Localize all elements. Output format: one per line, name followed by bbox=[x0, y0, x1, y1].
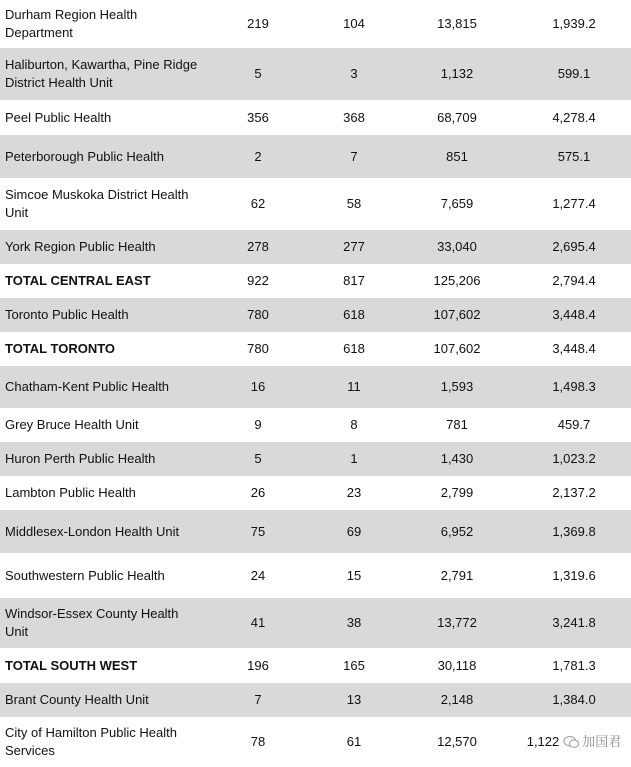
region-name-cell-text: Middlesex-London Health Unit bbox=[5, 523, 180, 539]
col1-cell bbox=[205, 717, 311, 767]
col3-cell-text: 2,799 bbox=[440, 485, 474, 500]
region-name-cell-text: Huron Perth Public Health bbox=[5, 451, 156, 466]
col2-cell-text: 368 bbox=[343, 109, 365, 125]
col1-cell-text: 2 bbox=[254, 148, 262, 164]
col2-cell bbox=[311, 298, 397, 332]
col3-cell-text: 12,570 bbox=[437, 734, 477, 749]
col4-cell bbox=[517, 598, 631, 648]
col4-cell bbox=[517, 178, 631, 230]
col2-cell bbox=[311, 178, 397, 230]
col3-cell bbox=[397, 553, 517, 598]
col4-cell bbox=[517, 230, 631, 264]
col1-cell bbox=[205, 476, 311, 510]
col3-cell bbox=[397, 230, 517, 264]
col4-cell-text: 1,498.3 bbox=[552, 379, 596, 394]
col4-cell-text: 2,695.4 bbox=[552, 239, 596, 254]
col2-cell-text: 817 bbox=[343, 273, 365, 288]
col2-cell bbox=[311, 648, 397, 683]
col3-cell bbox=[397, 48, 517, 100]
col1-cell bbox=[205, 408, 311, 442]
table-row bbox=[0, 0, 631, 48]
col3-cell-text: 107,602 bbox=[433, 341, 481, 356]
col1-cell-text: 196 bbox=[247, 657, 269, 673]
region-name-cell-text: Durham Region Health Department bbox=[5, 7, 138, 40]
col1-cell bbox=[205, 553, 311, 598]
table-row bbox=[0, 717, 631, 767]
col3-cell bbox=[397, 298, 517, 332]
col1-cell bbox=[205, 442, 311, 476]
col4-cell-text: 599.1 bbox=[557, 66, 591, 81]
table-row bbox=[0, 476, 631, 510]
col2-cell bbox=[311, 408, 397, 442]
region-name-cell-text: City of Hamilton Public Health Services bbox=[5, 725, 177, 758]
col3-cell bbox=[397, 476, 517, 510]
col1-cell bbox=[205, 230, 311, 264]
col2-cell-text: 1 bbox=[350, 451, 358, 466]
col3-cell bbox=[397, 648, 517, 683]
col2-cell bbox=[311, 717, 397, 767]
col1-cell bbox=[205, 683, 311, 717]
col2-cell-text: 23 bbox=[346, 485, 362, 500]
region-name-cell-text: York Region Public Health bbox=[5, 239, 156, 254]
col2-cell bbox=[311, 553, 397, 598]
region-name-cell bbox=[0, 178, 205, 230]
table-row bbox=[0, 135, 631, 178]
col2-cell bbox=[311, 510, 397, 553]
col4-cell bbox=[517, 408, 631, 442]
col1-cell-text: 41 bbox=[250, 615, 266, 630]
region-name-cell-text: Simcoe Muskoka District Health Unit bbox=[5, 187, 189, 220]
col2-cell bbox=[311, 135, 397, 178]
col3-cell bbox=[397, 135, 517, 178]
col1-cell bbox=[205, 332, 311, 366]
col1-cell bbox=[205, 298, 311, 332]
region-name-cell-text: Lambton Public Health bbox=[5, 485, 136, 500]
col2-cell bbox=[311, 683, 397, 717]
col3-cell-text: 781 bbox=[446, 417, 468, 432]
col4-cell-text: 3,448.4 bbox=[552, 341, 596, 356]
table-row bbox=[0, 48, 631, 100]
col2-cell-text: 38 bbox=[346, 615, 362, 630]
col1-cell-text: 356 bbox=[247, 109, 269, 125]
col4-cell-text: 1,122 bbox=[526, 734, 560, 749]
col4-cell bbox=[517, 0, 631, 48]
col2-cell bbox=[311, 48, 397, 100]
col3-cell bbox=[397, 178, 517, 230]
table-row bbox=[0, 230, 631, 264]
table-row bbox=[0, 598, 631, 648]
col3-cell bbox=[397, 717, 517, 767]
col1-cell-text: 75 bbox=[250, 523, 266, 539]
col1-cell bbox=[205, 648, 311, 683]
col1-cell-text: 5 bbox=[254, 66, 262, 81]
col3-cell bbox=[397, 510, 517, 553]
col3-cell-text: 851 bbox=[446, 148, 468, 164]
col1-cell-text: 24 bbox=[250, 567, 266, 583]
col2-cell bbox=[311, 598, 397, 648]
col4-cell bbox=[517, 648, 631, 683]
col1-cell bbox=[205, 178, 311, 230]
col3-cell-text: 107,602 bbox=[433, 307, 481, 322]
col2-cell-text: 618 bbox=[343, 307, 365, 322]
col1-cell bbox=[205, 366, 311, 408]
region-name-cell-text: TOTAL SOUTH WEST bbox=[5, 657, 138, 673]
col4-cell bbox=[517, 717, 631, 767]
region-name-cell bbox=[0, 332, 205, 366]
col1-cell bbox=[205, 598, 311, 648]
col2-cell-text: 618 bbox=[343, 341, 365, 356]
col2-cell-text: 8 bbox=[350, 417, 358, 432]
region-name-cell bbox=[0, 598, 205, 648]
col1-cell-text: 26 bbox=[250, 485, 266, 500]
col2-cell bbox=[311, 100, 397, 135]
col3-cell bbox=[397, 442, 517, 476]
region-name-cell-text: Grey Bruce Health Unit bbox=[5, 417, 139, 432]
col4-cell bbox=[517, 135, 631, 178]
col4-cell bbox=[517, 332, 631, 366]
col3-cell bbox=[397, 683, 517, 717]
col4-cell-text: 1,023.2 bbox=[552, 451, 596, 466]
col4-cell-text: 575.1 bbox=[557, 148, 591, 164]
col2-cell-text: 277 bbox=[343, 239, 365, 254]
table-row bbox=[0, 510, 631, 553]
col4-cell bbox=[517, 476, 631, 510]
region-name-cell-text: Brant County Health Unit bbox=[5, 692, 149, 707]
col1-cell-text: 219 bbox=[247, 16, 269, 31]
col1-cell bbox=[205, 48, 311, 100]
region-name-cell bbox=[0, 230, 205, 264]
col4-cell-text: 3,241.8 bbox=[552, 615, 596, 630]
region-name-cell-text: Peterborough Public Health bbox=[5, 148, 164, 164]
col4-cell-text: 1,369.8 bbox=[552, 523, 596, 539]
col3-cell-text: 2,148 bbox=[440, 692, 474, 707]
col1-cell bbox=[205, 100, 311, 135]
col3-cell-text: 1,132 bbox=[440, 66, 474, 81]
table-row bbox=[0, 298, 631, 332]
total-row bbox=[0, 648, 631, 683]
region-name-cell bbox=[0, 48, 205, 100]
region-name-cell bbox=[0, 717, 205, 767]
col4-cell bbox=[517, 366, 631, 408]
col3-cell-text: 33,040 bbox=[437, 239, 477, 254]
col2-cell-text: 3 bbox=[350, 66, 358, 81]
total-row bbox=[0, 332, 631, 366]
region-name-cell bbox=[0, 366, 205, 408]
region-name-cell bbox=[0, 298, 205, 332]
region-name-cell bbox=[0, 648, 205, 683]
region-name-cell bbox=[0, 683, 205, 717]
col1-cell-text: 922 bbox=[247, 273, 269, 288]
col3-cell bbox=[397, 598, 517, 648]
col2-cell-text: 7 bbox=[350, 148, 358, 164]
col1-cell-text: 16 bbox=[250, 379, 266, 394]
region-name-cell-text: TOTAL TORONTO bbox=[5, 341, 116, 356]
region-name-cell bbox=[0, 264, 205, 298]
col2-cell-text: 69 bbox=[346, 523, 362, 539]
col3-cell bbox=[397, 332, 517, 366]
col4-cell-text: 1,319.6 bbox=[552, 567, 596, 583]
col4-cell-text: 2,137.2 bbox=[552, 485, 596, 500]
col3-cell-text: 13,772 bbox=[437, 615, 477, 630]
col1-cell-text: 780 bbox=[247, 341, 269, 356]
col3-cell-text: 1,430 bbox=[440, 451, 474, 466]
col4-cell bbox=[517, 264, 631, 298]
region-name-cell bbox=[0, 408, 205, 442]
col3-cell-text: 2,791 bbox=[440, 567, 474, 583]
col4-cell bbox=[517, 100, 631, 135]
col3-cell-text: 6,952 bbox=[440, 523, 474, 539]
col4-cell bbox=[517, 510, 631, 553]
table-row bbox=[0, 442, 631, 476]
col1-cell-text: 78 bbox=[250, 734, 266, 749]
col3-cell-text: 13,815 bbox=[437, 16, 477, 31]
col4-cell-text: 1,277.4 bbox=[552, 196, 596, 211]
col3-cell-text: 125,206 bbox=[433, 273, 481, 288]
col3-cell bbox=[397, 100, 517, 135]
col4-cell-text: 1,384.0 bbox=[552, 692, 596, 707]
table-row bbox=[0, 683, 631, 717]
col1-cell-text: 9 bbox=[254, 417, 262, 432]
col1-cell-text: 780 bbox=[247, 307, 269, 322]
col3-cell bbox=[397, 264, 517, 298]
col2-cell bbox=[311, 442, 397, 476]
col4-cell bbox=[517, 553, 631, 598]
col1-cell-text: 7 bbox=[254, 692, 262, 707]
col2-cell-text: 11 bbox=[347, 379, 361, 394]
region-name-cell-text: Chatham-Kent Public Health bbox=[5, 379, 170, 394]
col4-cell-text: 1,939.2 bbox=[552, 16, 596, 31]
col2-cell-text: 61 bbox=[346, 734, 362, 749]
col3-cell bbox=[397, 0, 517, 48]
col2-cell bbox=[311, 476, 397, 510]
col4-cell-text: 1,781.3 bbox=[552, 657, 596, 673]
region-name-cell-text: TOTAL CENTRAL EAST bbox=[5, 273, 151, 288]
table-row bbox=[0, 100, 631, 135]
col2-cell-text: 104 bbox=[343, 16, 365, 31]
region-name-cell bbox=[0, 476, 205, 510]
total-row bbox=[0, 264, 631, 298]
region-name-cell-text: Peel Public Health bbox=[5, 109, 112, 125]
col3-cell-text: 7,659 bbox=[440, 196, 474, 211]
col2-cell bbox=[311, 332, 397, 366]
col4-cell-text: 2,794.4 bbox=[552, 273, 596, 288]
col4-cell-text: 4,278.4 bbox=[552, 109, 596, 125]
col4-cell-text: 459.7 bbox=[557, 417, 591, 432]
col1-cell bbox=[205, 0, 311, 48]
col1-cell bbox=[205, 135, 311, 178]
region-name-cell-text: Haliburton, Kawartha, Pine Ridge District Health Unit bbox=[5, 57, 198, 90]
region-name-cell bbox=[0, 553, 205, 598]
col3-cell-text: 30,118 bbox=[437, 657, 477, 673]
region-name-cell bbox=[0, 135, 205, 178]
col3-cell-text: 68,709 bbox=[437, 109, 477, 125]
region-name-cell-text: Toronto Public Health bbox=[5, 307, 129, 322]
table-row bbox=[0, 408, 631, 442]
col2-cell bbox=[311, 0, 397, 48]
col1-cell-text: 62 bbox=[250, 196, 266, 211]
col4-cell-text: 3,448.4 bbox=[552, 307, 596, 322]
table-row bbox=[0, 366, 631, 408]
watermark-text: 加国君 bbox=[582, 734, 622, 749]
col1-cell-text: 278 bbox=[247, 239, 269, 254]
region-name-cell-text: Southwestern Public Health bbox=[5, 567, 165, 583]
col4-cell bbox=[517, 683, 631, 717]
col2-cell-text: 165 bbox=[343, 657, 365, 673]
table-row bbox=[0, 178, 631, 230]
region-name-cell bbox=[0, 100, 205, 135]
col2-cell bbox=[311, 264, 397, 298]
region-name-cell-text: Windsor-Essex County Health Unit bbox=[5, 606, 179, 639]
col1-cell bbox=[205, 264, 311, 298]
col2-cell-text: 15 bbox=[346, 567, 362, 583]
col3-cell bbox=[397, 408, 517, 442]
col4-cell bbox=[517, 48, 631, 100]
region-name-cell bbox=[0, 510, 205, 553]
table-row bbox=[0, 553, 631, 598]
col1-cell-text: 5 bbox=[254, 451, 262, 466]
col2-cell bbox=[311, 230, 397, 264]
col4-cell bbox=[517, 298, 631, 332]
col2-cell bbox=[311, 366, 397, 408]
wechat-icon bbox=[563, 735, 580, 749]
col3-cell-text: 1,593 bbox=[440, 379, 474, 394]
col4-cell bbox=[517, 442, 631, 476]
col2-cell-text: 13 bbox=[346, 692, 362, 707]
region-name-cell bbox=[0, 442, 205, 476]
watermark bbox=[563, 733, 621, 751]
col1-cell bbox=[205, 510, 311, 553]
col2-cell-text: 58 bbox=[346, 196, 362, 211]
col3-cell bbox=[397, 366, 517, 408]
region-name-cell bbox=[0, 0, 205, 48]
